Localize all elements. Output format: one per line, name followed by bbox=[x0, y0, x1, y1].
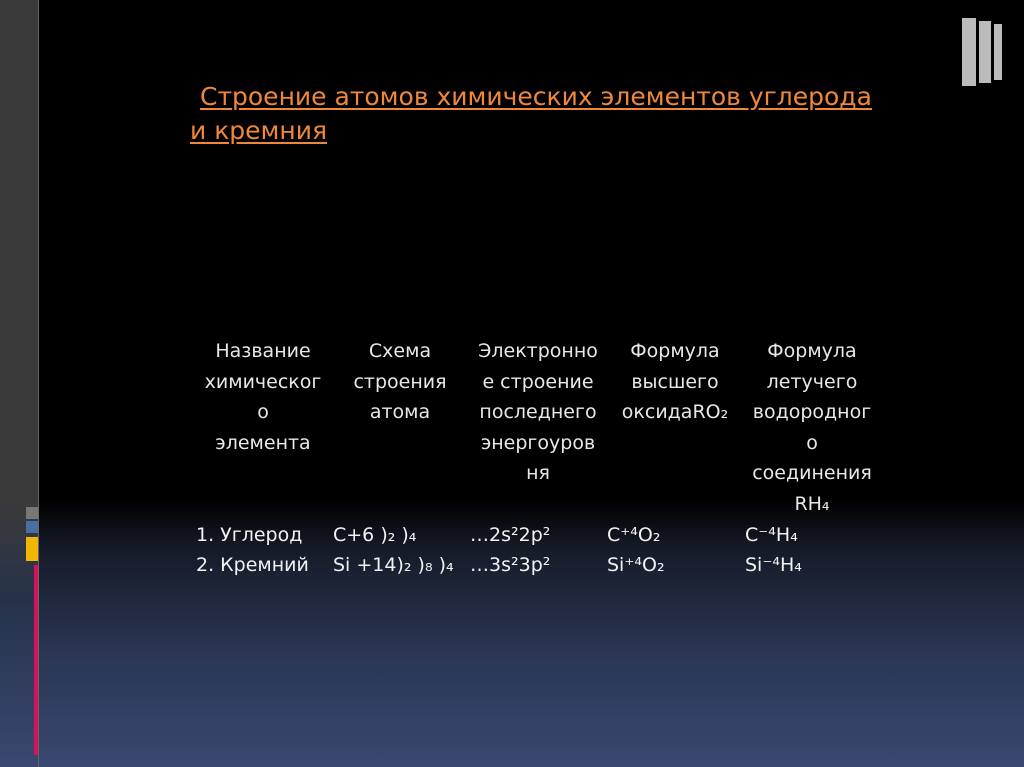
header-element-name: Название химическог о элемента bbox=[204, 340, 322, 454]
hydride-formula: Si⁻⁴H₄ bbox=[745, 554, 802, 576]
header-atom-scheme: Схема строения атома bbox=[353, 340, 447, 423]
pages-icon bbox=[962, 18, 1008, 86]
title-line-2: и кремния bbox=[190, 116, 328, 145]
decor-bar-blue bbox=[26, 521, 38, 533]
slide-title bbox=[190, 80, 880, 148]
oxide-formula: С⁺⁴О₂ bbox=[607, 524, 661, 546]
left-edge-line bbox=[38, 0, 39, 767]
header-hydride-formula: Формула летучего водородног о соединения RH₄ bbox=[752, 340, 872, 515]
header-electron-structure: Электронно е строение последнего энергоуров ня bbox=[478, 340, 598, 484]
atom-scheme: Si +14)₂ )₈ )₄ bbox=[333, 554, 454, 576]
decor-bar-gray bbox=[26, 507, 38, 519]
decor-bar-yellow bbox=[26, 537, 38, 561]
header-oxide-formula: Формула высшего оксидаRO₂ bbox=[621, 340, 729, 423]
oxide-formula: Si⁺⁴O₂ bbox=[607, 554, 665, 576]
electron-config: …3s²3p² bbox=[470, 554, 551, 576]
electron-config: …2s²2p² bbox=[470, 524, 551, 546]
title-line-1: Строение атомов химических элементов углерода bbox=[200, 82, 872, 111]
decor-bar-magenta bbox=[34, 565, 38, 755]
element-name: 1. Углерод bbox=[196, 524, 303, 546]
element-name: 2. Кремний bbox=[196, 554, 309, 576]
hydride-formula: С⁻⁴Н₄ bbox=[745, 524, 798, 546]
left-decor-strip bbox=[0, 0, 38, 767]
atom-scheme: С+6 )₂ )₄ bbox=[333, 524, 417, 546]
